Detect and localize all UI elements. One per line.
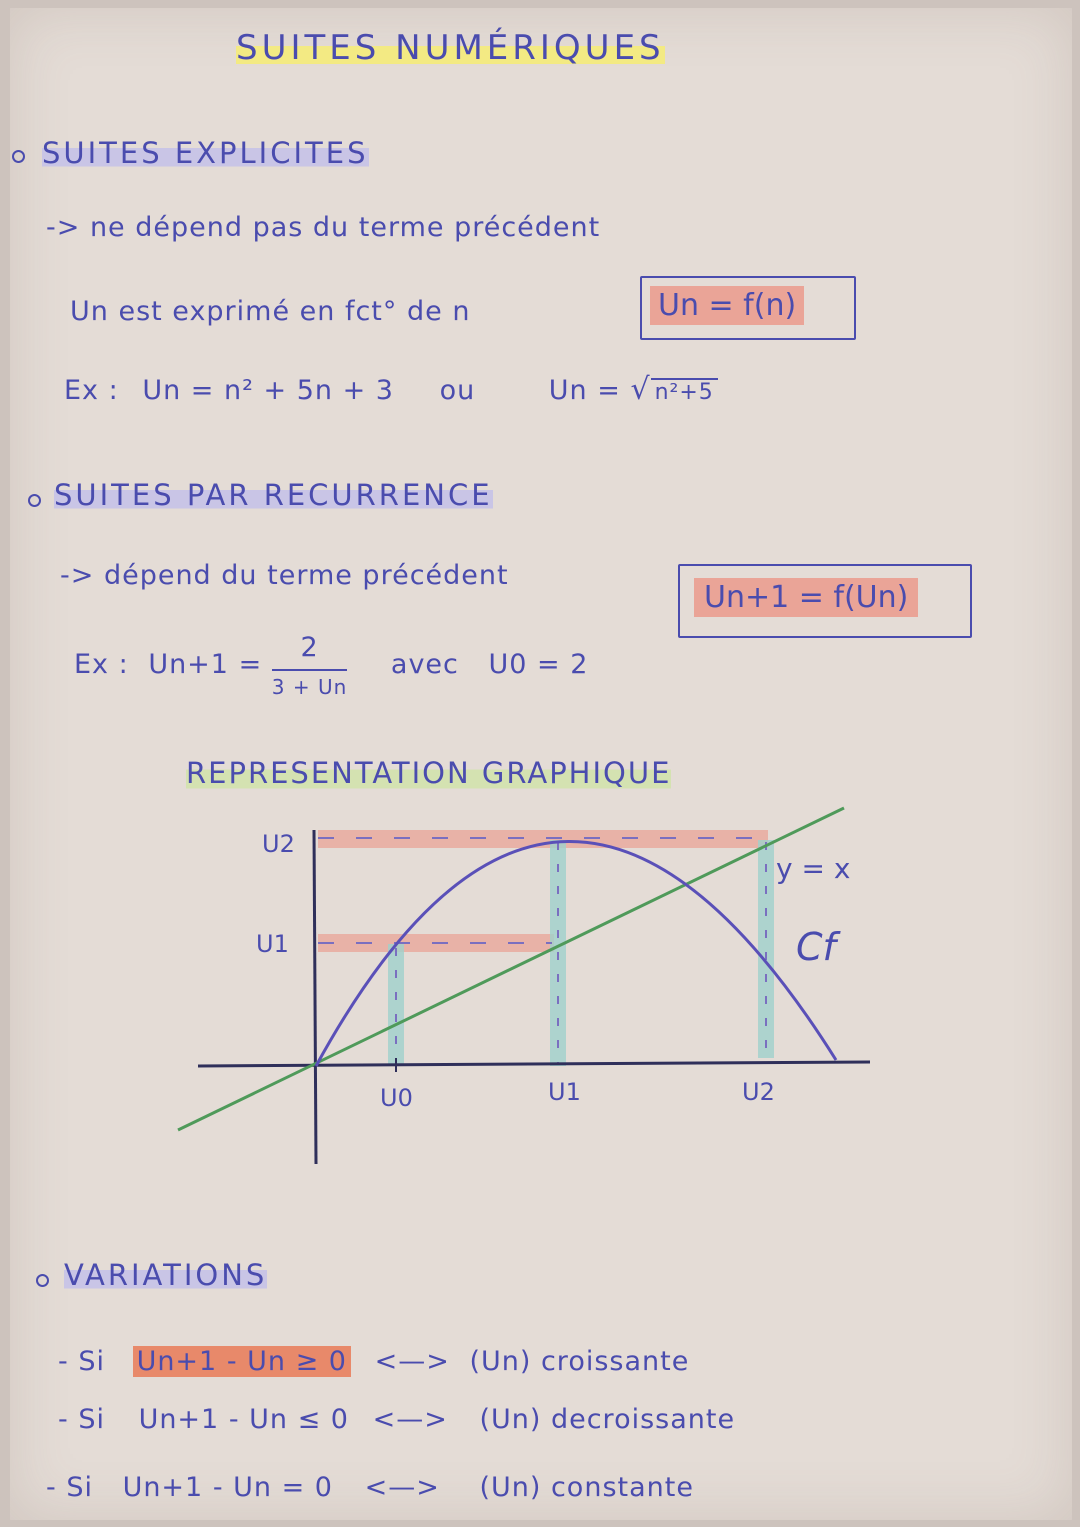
variation-expression: Un+1 - Un ≤ 0 (138, 1404, 349, 1435)
y-axis (314, 830, 316, 1164)
heading-suites-explicites: SUITES EXPLICITES (42, 136, 369, 170)
variation-si: - Si (58, 1404, 105, 1435)
y-label-u2: U2 (262, 830, 295, 858)
equivalence-arrow-icon: <—> (372, 1404, 448, 1435)
variation-row-increasing (58, 1346, 689, 1377)
sqrt-icon: √ (630, 372, 651, 407)
example-initial-value: U0 = 2 (488, 649, 589, 680)
example-formula-1: Un = n² + 5n + 3 (142, 375, 394, 406)
line-label-y-equals-x: y = x (776, 852, 851, 885)
variation-si: - Si (46, 1472, 93, 1503)
x-label-u2: U2 (742, 1078, 775, 1106)
x-axis (198, 1062, 870, 1066)
variation-result: (Un) croissante (469, 1346, 690, 1377)
explicit-note: -> ne dépend pas du terme précédent (46, 212, 601, 243)
formula-explicit: Un = f(n) (650, 286, 804, 325)
variation-result: (Un) decroissante (479, 1404, 736, 1435)
example-or: ou (439, 375, 476, 406)
example-with: avec (390, 649, 459, 680)
x-label-u1: U1 (548, 1078, 581, 1106)
variation-result: (Un) constante (479, 1472, 694, 1503)
curve-label-cf: Cf (796, 925, 836, 969)
fraction-denominator: 3 + Un (271, 675, 348, 699)
example-formula-2-radicand: n²+5 (651, 378, 718, 405)
recurrence-note: -> dépend du terme précédent (60, 560, 509, 591)
bullet-dot (36, 1274, 49, 1287)
equivalence-arrow-icon: <—> (364, 1472, 440, 1503)
variation-row-decreasing (58, 1404, 735, 1435)
heading-variations: VARIATIONS (64, 1258, 268, 1292)
heading-suites-recurrence: SUITES PAR RECURRENCE (54, 478, 493, 512)
example-lhs: Un+1 = (148, 649, 263, 680)
x-label-u0: U0 (380, 1084, 413, 1112)
variation-row-constant (46, 1472, 694, 1503)
variation-expression: Un+1 - Un ≥ 0 (133, 1346, 351, 1377)
heading-representation-graphique: REPRESENTATION GRAPHIQUE (186, 756, 672, 790)
u0-vertical-highlight (388, 944, 404, 1066)
fraction-numerator: 2 (272, 632, 348, 671)
explicit-description: Un est exprimé en fct° de n (70, 296, 471, 327)
formula-recurrence: Un+1 = f(Un) (694, 578, 918, 617)
variation-si: - Si (58, 1346, 105, 1377)
example-prefix: Ex : (74, 649, 129, 680)
variation-expression: Un+1 - Un = 0 (122, 1472, 333, 1503)
equivalence-arrow-icon: <—> (374, 1346, 450, 1377)
example-formula-2-lhs: Un = (548, 375, 621, 406)
page-title: SUITES NUMÉRIQUES (236, 28, 665, 68)
example-prefix: Ex : (64, 375, 119, 406)
y-label-u1: U1 (256, 930, 289, 958)
